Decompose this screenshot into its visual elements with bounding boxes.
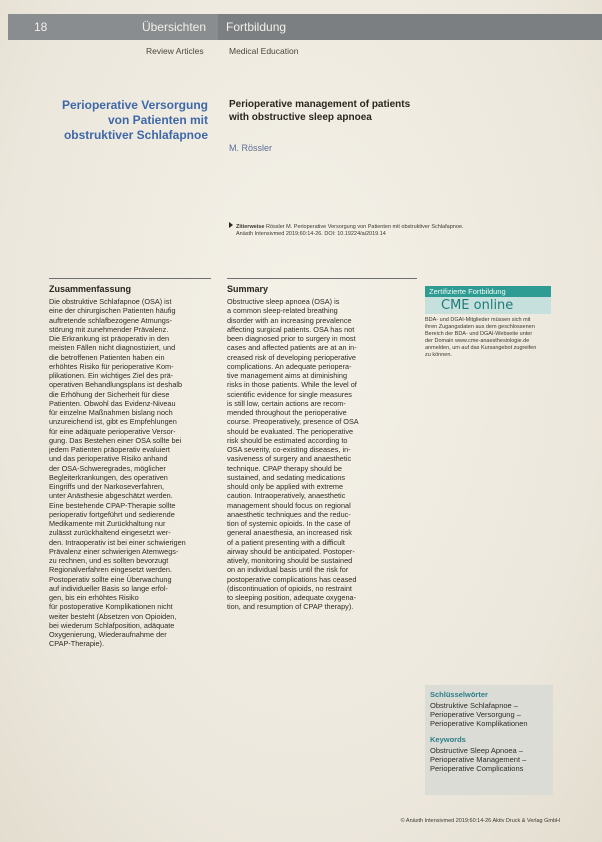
article-title-german xyxy=(40,98,208,143)
summary-body xyxy=(227,297,392,612)
summary-line: (discontinuation of opioids, no restraint xyxy=(227,583,352,593)
zusammenfassung-line: Patienten. Obwohl das Evidenz-Niveau xyxy=(49,398,176,408)
cme-online-label: CME online xyxy=(441,298,514,313)
cme-text-line: zu können. xyxy=(425,352,452,358)
article-author: M. Rössler xyxy=(229,143,273,153)
summary-line: disorder with an increasing prevalence xyxy=(227,315,352,325)
subheader-medical-education: Medical Education xyxy=(229,46,299,56)
zusammenfassung-line: die Erhöhung der Sicherheit für diese xyxy=(49,389,170,399)
keywords-en-heading: Keywords xyxy=(430,735,466,744)
zusammenfassung-line: für postoperative Komplikationen nicht xyxy=(49,602,173,612)
summary-line: tion, and resumption of CPAP therapy). xyxy=(227,602,354,612)
zusammenfassung-line: Medikamente mit Zurückhaltung nur xyxy=(49,519,166,528)
summary-line: postoperative complications has ceased xyxy=(227,574,357,584)
summary-line: technique. CPAP therapy should be xyxy=(227,463,342,473)
subheader-review-articles: Review Articles xyxy=(146,46,204,56)
zusammenfassung-line: Die Erkrankung ist präoperativ in den xyxy=(49,334,170,343)
cme-text-line: Bereich der BDA- und DGAI-Webseite unter xyxy=(425,331,533,337)
summary-line: general anaesthesia, an increased risk xyxy=(227,528,352,538)
summary-line: cases and affected patients are at an in- xyxy=(227,343,357,353)
cme-banner-label: Zertifizierte Fortbildung xyxy=(429,287,506,296)
header-left xyxy=(8,14,218,40)
citation-text-line: Anästh Intensivmed 2019;60:14-26. DOI: 10.19224/ai2019.14 xyxy=(236,231,386,237)
summary-line: been diagnosed prior to surgery in most xyxy=(227,334,356,343)
summary-line: complications. An adequate periopera- xyxy=(227,361,352,371)
zusammenfassung-line: auftretende schlafbezogene Atmungs- xyxy=(49,315,172,325)
summary-line: tive management aims at diminishing xyxy=(227,371,348,380)
cme-banner xyxy=(425,286,551,297)
zusammenfassung-line: CPAP-Therapie). xyxy=(49,639,105,649)
summary-line: affecting surgical patients. OSA has not xyxy=(227,324,355,334)
summary-line: a common sleep-related breathing xyxy=(227,306,338,316)
page-footer: © Anästh Intensivmed 2019;60:14-26 Aktiv Druck & Verlag GmbH xyxy=(400,818,560,824)
summary-line: creased risk of developing perioperative xyxy=(227,352,356,362)
keyword-en: Obstructive Sleep Apnoea – xyxy=(430,746,523,755)
title-en-line: with obstructive sleep apnoea xyxy=(229,112,372,123)
zusammenfassung-line: weiter besteht (Absetzen von Opioiden, xyxy=(49,611,177,621)
article-title-english xyxy=(229,98,489,124)
section-label-fortbildung: Fortbildung xyxy=(226,20,287,34)
summary-line: Obstructive sleep apnoea (OSA) is xyxy=(227,297,340,306)
keywords-box xyxy=(425,685,553,795)
zusammenfassung-line: und das perioperative Risiko anhand xyxy=(49,454,168,464)
zusammenfassung-line: Eingriffs und der Narkoseverfahren, xyxy=(49,482,165,491)
zusammenfassung-line: die betroffenen Patienten haben ein xyxy=(49,352,165,362)
divider-rule xyxy=(227,278,417,279)
summary-line: on an individual basis until the risk for xyxy=(227,565,349,575)
summary-heading: Summary xyxy=(227,284,269,294)
zusammenfassung-line: zulässt zurückhaltend eingesetzt wer- xyxy=(49,528,171,538)
keyword-en: Perioperative Complications xyxy=(430,764,524,773)
zusammenfassung-line: jedem Patienten präoperativ evaluiert xyxy=(49,445,170,454)
arrow-right-icon xyxy=(229,222,233,228)
zusammenfassung-line: Prävalenz einer schwierigen Atemwegs- xyxy=(49,546,179,556)
zusammenfassung-line: Die obstruktive Schlafapnoe (OSA) ist xyxy=(49,297,172,306)
summary-line: scientific evidence for single measures xyxy=(227,389,352,399)
summary-line: risks in those patients. While the level of xyxy=(227,380,357,390)
zusammenfassung-line: bei wiederum Schlafposition, adäquate xyxy=(49,620,175,630)
zusammenfassung-line: Regionalverfahren eingesetzt werden. xyxy=(49,565,172,575)
title-de-line: obstruktiver Schlafapnoe xyxy=(63,128,208,142)
zusammenfassung-line: unzureichend ist, gibt es Empfehlungen xyxy=(49,417,177,427)
zusammenfassung-line: operativen Behandlungsplans ist deshalb xyxy=(49,380,183,390)
cme-text-line: anmelden, um auf das Kursangebot zugreifen xyxy=(425,345,537,351)
zusammenfassung-line: Begleiterkrankungen, des operativen xyxy=(49,472,168,482)
zusammenfassung-line: zu rechnen, und es sollten bevorzugt xyxy=(49,556,169,565)
header-right xyxy=(218,14,602,40)
summary-line: management should focus on regional xyxy=(227,500,351,510)
zusammenfassung-line: plikationen. Ein wichtiges Ziel des prä- xyxy=(49,371,174,380)
zusammenfassung-line: Oxygenierung, Wiederaufnahme der xyxy=(49,630,167,639)
keyword-de: Perioperative Versorgung – xyxy=(430,710,521,719)
summary-line: OSA severity, co-existing diseases, in- xyxy=(227,445,351,454)
zusammenfassung-heading: Zusammenfassung xyxy=(49,284,132,294)
zusammenfassung-line: perioperativ fortgeführt und sedierende xyxy=(49,509,175,519)
cme-text-line: der Domain www.cme-anaesthesiologie.de xyxy=(425,338,530,344)
zusammenfassung-line: unter Anästhesie abgeschätzt werden. xyxy=(49,491,173,501)
section-label-de: Übersichten xyxy=(141,20,206,34)
summary-line: sustained, and sedating medications xyxy=(227,472,346,482)
cme-text-line: BDA- und DGAI-Mitglieder müssen sich mit xyxy=(425,317,531,323)
divider-rule xyxy=(49,278,211,279)
title-de-line: Perioperative Versorgung xyxy=(61,98,208,112)
citation-block xyxy=(229,222,549,238)
citation-text-line: Rössler M. Perioperative Versorgung von Patienten mit obstruktiver Schlafapnoe. xyxy=(265,224,464,230)
cme-text-line: ihren Zugangsdaten aus dem geschlossenen xyxy=(425,324,535,330)
header-band xyxy=(8,14,602,40)
summary-line: anaesthetic techniques and the reduc- xyxy=(227,509,351,519)
summary-line: risk should be estimated according to xyxy=(227,435,348,445)
summary-line: mended throughout the perioperative xyxy=(227,408,347,417)
summary-line: course. Preoperatively, presence of OSA xyxy=(227,417,359,427)
keywords-de-heading: Schlüsselwörter xyxy=(430,690,488,699)
zusammenfassung-line: den. Intraoperativ ist bei einer schwierigen xyxy=(49,537,186,547)
summary-line: airway should be anticipated. Postoper- xyxy=(227,546,355,556)
zusammenfassung-line: gung. Das Bestehen einer OSA sollte bei xyxy=(49,435,182,445)
keyword-de: Obstruktive Schlafapnoe – xyxy=(430,701,518,710)
zusammenfassung-line: eine der chirurgischen Patienten häufig xyxy=(49,306,176,316)
cme-description xyxy=(425,317,553,359)
summary-line: caution. Intraoperatively, anaesthetic xyxy=(227,491,346,501)
citation-label: Zitierweise xyxy=(236,224,265,230)
title-de-line: von Patienten mit xyxy=(107,113,208,127)
zusammenfassung-body xyxy=(49,297,212,649)
cme-online-badge xyxy=(425,297,551,314)
summary-line: atively, monitoring should be sustained xyxy=(227,556,353,565)
summary-line: of a patient presenting with a difficult xyxy=(227,537,345,547)
summary-line: should only be applied with extreme xyxy=(227,482,344,491)
zusammenfassung-line: der OSA-Schweregrades, möglicher xyxy=(49,463,166,473)
title-en-line: Perioperative management of patients xyxy=(229,99,411,110)
zusammenfassung-line: störung mit zunehmender Prävalenz. xyxy=(49,324,169,334)
zusammenfassung-line: Postoperativ sollte eine Überwachung xyxy=(49,574,172,584)
summary-line: tion of systemic opioids. In the case of xyxy=(227,519,351,528)
page-number: 18 xyxy=(34,20,48,34)
keyword-de: Perioperative Komplikationen xyxy=(430,719,528,728)
zusammenfassung-line: Eine bestehende CPAP-Therapie sollte xyxy=(49,500,176,510)
summary-line: should be evaluated. The perioperative xyxy=(227,426,354,436)
zusammenfassung-line: für einzelne Maßnahmen bislang noch xyxy=(49,408,173,417)
summary-line: vasiveness of surgery and anaesthetic xyxy=(227,454,352,464)
zusammenfassung-line: erhöhtes Risiko für perioperative Kom- xyxy=(49,361,174,371)
summary-line: is still low, certain actions are recom- xyxy=(227,398,346,408)
zusammenfassung-line: auf individueller Basis so lange erfol- xyxy=(49,583,168,593)
keyword-en: Perioperative Management – xyxy=(430,755,527,764)
zusammenfassung-line: gen, bis ein erhöhtes Risiko xyxy=(49,593,139,602)
zusammenfassung-line: für eine adäquate perioperative Versor- xyxy=(49,426,176,436)
summary-line: to sleeping position, adequate oxygena- xyxy=(227,593,357,602)
zusammenfassung-line: meisten Fällen nicht diagnostiziert, und xyxy=(49,343,176,353)
